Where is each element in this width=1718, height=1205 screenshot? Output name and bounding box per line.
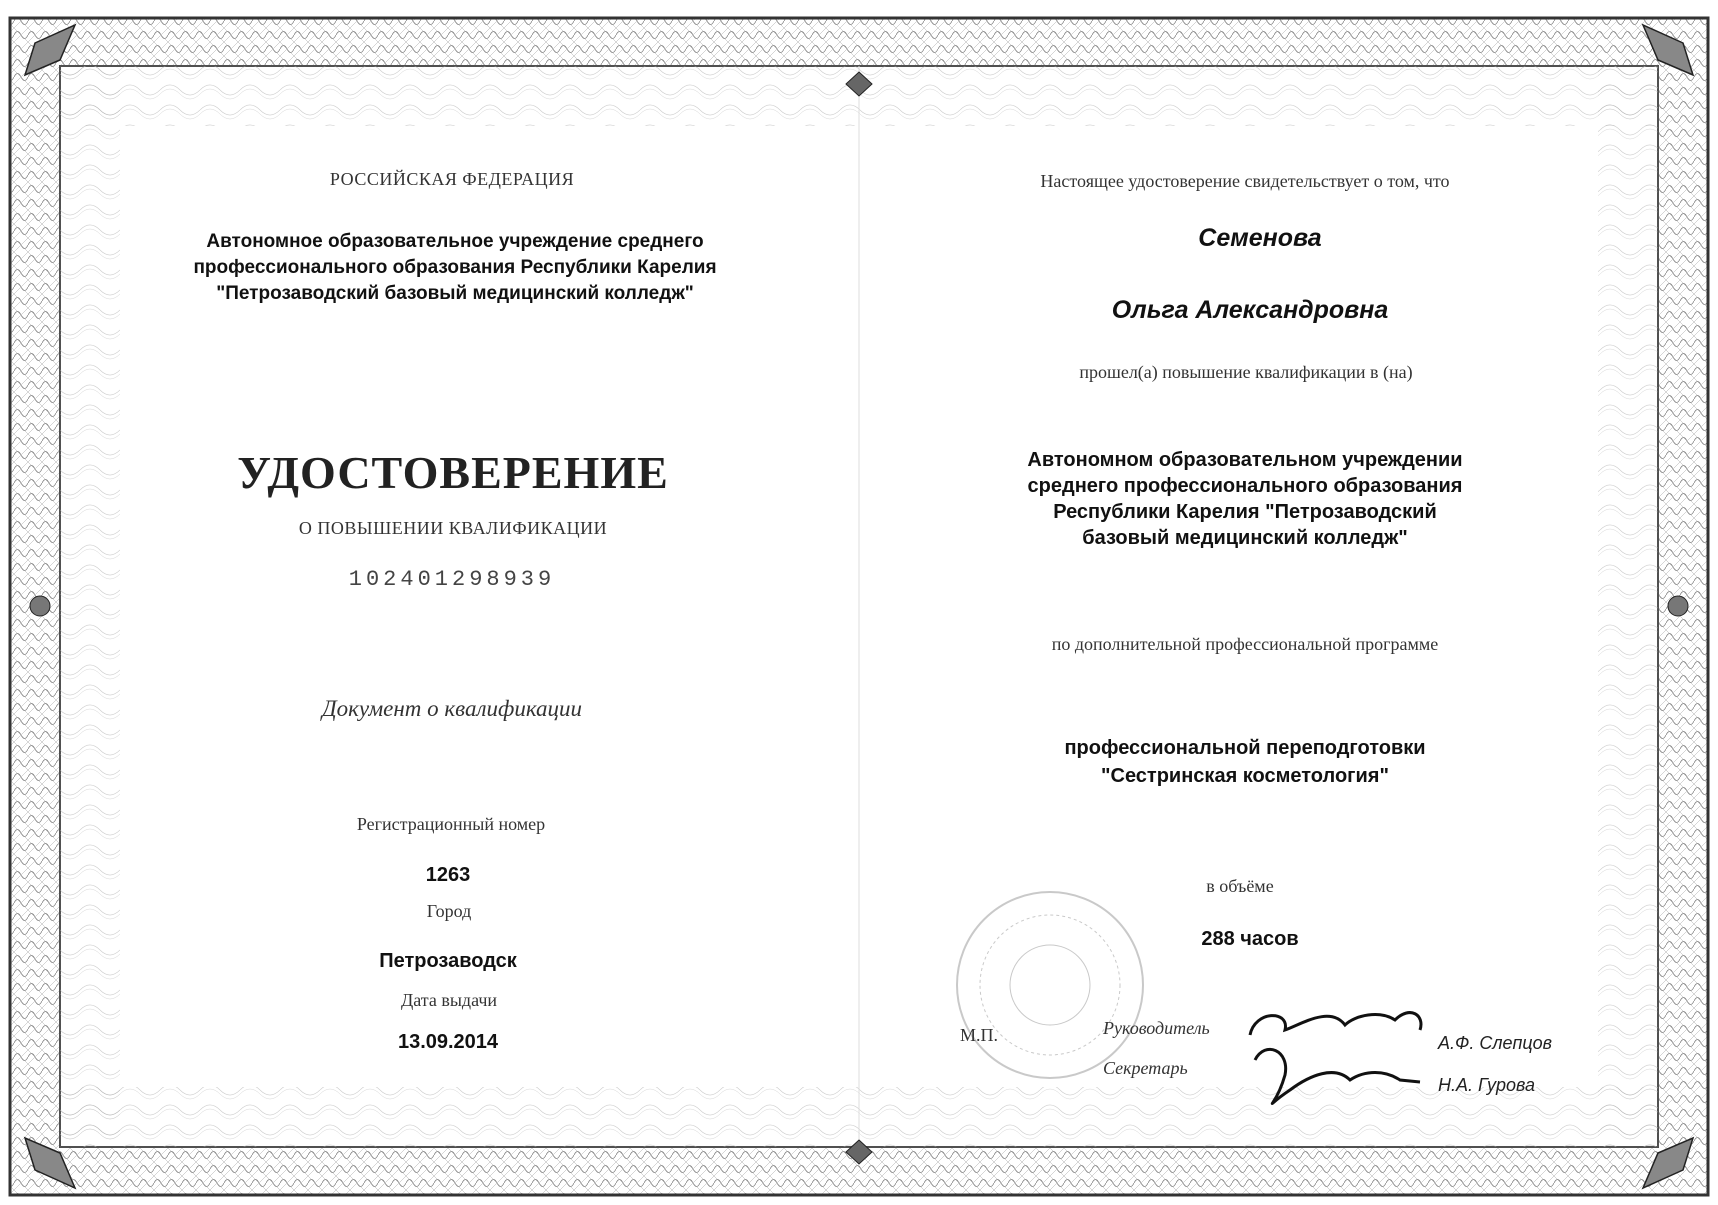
registration-label: Регистрационный номер (356, 814, 546, 834)
city-label: Город (426, 901, 472, 921)
right-institution-line: Автономном образовательном учреждении (1027, 449, 1463, 471)
secretary-label: Секретарь (1103, 1058, 1188, 1078)
program-line: "Сестринская косметология" (1101, 765, 1389, 787)
program-line: профессиональной переподготовки (1064, 737, 1426, 759)
side-accent-left (30, 596, 50, 616)
city-value: Петрозаводск (379, 950, 517, 972)
passed-training-text: прошел(а) повышение квалификации в (на) (1079, 362, 1413, 382)
left-institution-line: профессионального образования Республики Карелия (193, 257, 717, 278)
secretary-name: Н.А. Гурова (1438, 1075, 1536, 1095)
head-signature (1250, 1013, 1421, 1035)
program-intro: по дополнительной профессиональной программе (1051, 634, 1439, 654)
serial-number: 102401298939 (348, 567, 556, 592)
left-institution (193, 229, 716, 307)
right-institution-line: среднего профессионального образования (1027, 475, 1463, 497)
holder-given-names: Ольга Александровна (1111, 296, 1389, 324)
left-institution-line: "Петрозаводский базовый медицинский колледж" (216, 283, 694, 304)
right-institution-line: Республики Карелия "Петрозаводский (1053, 501, 1437, 523)
head-name: А.Ф. Слепцов (1438, 1033, 1553, 1053)
head-label: Руководитель (1103, 1018, 1210, 1038)
seal-place-label: М.П. (960, 1025, 999, 1045)
issue-date-label: Дата выдачи (400, 990, 498, 1010)
volume-value: 288 часов (1201, 928, 1299, 950)
document-type: Документ о квалификации (321, 696, 583, 721)
document-subtitle: О ПОВЫШЕНИИ КВАЛИФИКАЦИИ (298, 518, 608, 538)
issue-date-value: 13.09.2014 (397, 1031, 499, 1053)
program-name (1064, 734, 1425, 790)
left-institution-line: Автономное образовательное учреждение среднего (206, 231, 704, 252)
country-heading: РОССИЙСКАЯ ФЕДЕРАЦИЯ (329, 169, 575, 189)
right-institution (1027, 447, 1462, 551)
volume-label: в объёме (1206, 876, 1274, 896)
side-accent-right (1668, 596, 1688, 616)
seal-stamp (957, 892, 1143, 1078)
certifies-intro: Настоящее удостоверение свидетельствует о том, что (1040, 171, 1450, 191)
right-institution-line: базовый медицинский колледж" (1082, 527, 1408, 549)
document-title: УДОСТОВЕРЕНИЕ (237, 447, 669, 498)
holder-surname: Семенова (1198, 224, 1322, 252)
registration-number: 1263 (425, 864, 471, 886)
